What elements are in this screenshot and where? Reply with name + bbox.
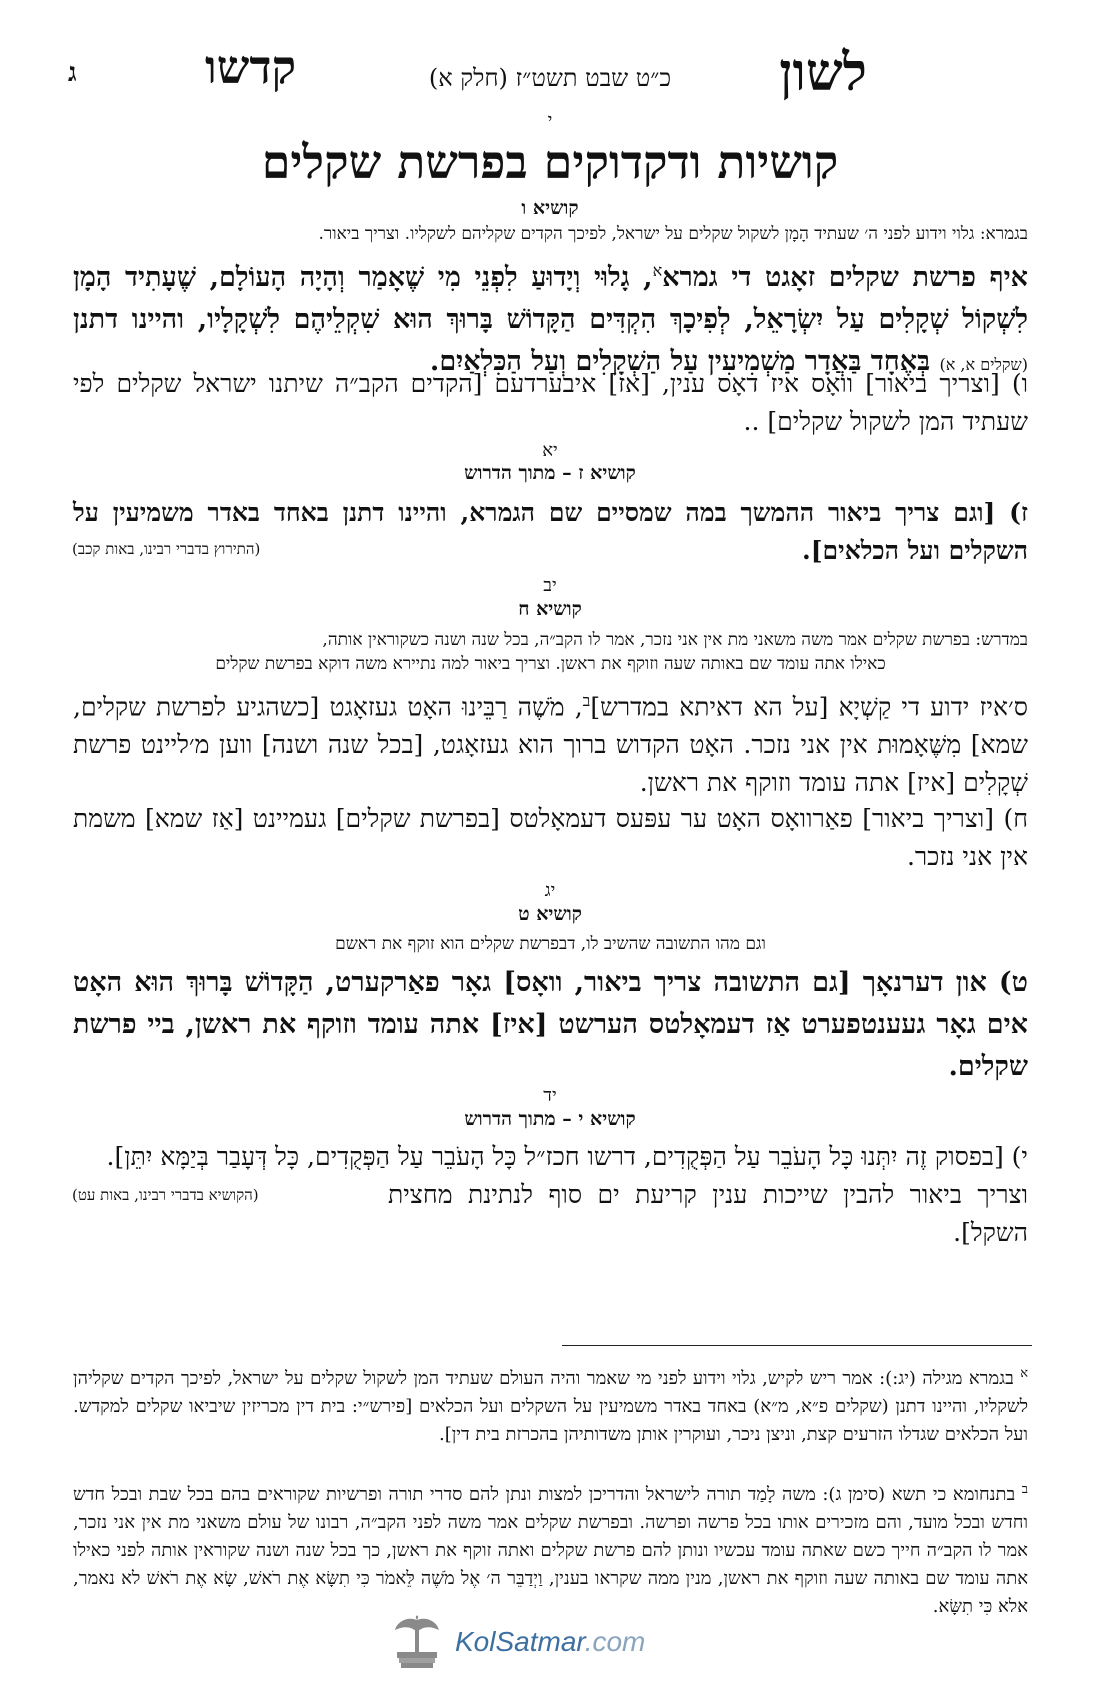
- paragraph-10: י) [בפסוק זֶה יִתְּנוּ כָּל הָעֹבֵר עַל הַפְּקֻדִים, דרשו חכז״ל כָּל הָעֹבֵר עַל הַפְּקֻדִים, כָּל דְּעָבַר בְּיַמָּא יִתֵּן].: [106, 1142, 1028, 1171]
- section-heading: קושיא י – מתוך הדרוש: [464, 1108, 636, 1130]
- footnote-marker[interactable]: א: [652, 261, 663, 280]
- section-heading: קושיא ו: [521, 197, 579, 219]
- section-number: יא: [542, 440, 558, 461]
- source-quote: בגמרא: גלוי וידוע לפני ה׳ שעתיד הָמָן לשקול שקלים על ישראל, לפיכך הקדים שקליהם לשקליו. וצריך ביאור.: [318, 224, 1028, 244]
- page-number: ג: [68, 58, 77, 88]
- paragraph-text: , מֹשֶׁה רַבֵּינוּ האָט געזאָגט [כשהגיע לפרשת שקלים, שמא] מִשֶּׁאָמוּת אין אני נזכר. האָט הקדוש ברוך הוא געזאָגט, [בכל שנה ושנה] ווען מ׳ליינט פרשת שְׁקָלִים [איז] אתה עומד וזוקף את ראשן.: [73, 692, 1028, 798]
- header-mark: י: [547, 110, 553, 131]
- paragraph-text: ס׳איז ידוע די קַשְׁיָא [על הא דאיתא במדרש]: [590, 692, 1028, 722]
- footnote: [73, 1476, 1028, 1621]
- cross-reference-note: (הקושיא בדברי רבינו, באות עט): [72, 1186, 259, 1204]
- kolsatmar-logo[interactable]: [387, 1612, 645, 1672]
- section-number: יב: [543, 575, 557, 596]
- header-date: כ״ט שבט תשט״ז (חלק א): [428, 64, 672, 92]
- footnote-mark: ב: [1021, 1482, 1028, 1497]
- palm-book-icon: [387, 1612, 447, 1672]
- section-heading: קושיא ז – מתוך הדרוש: [464, 462, 636, 484]
- header-title-kodsho: קדשו: [205, 40, 297, 94]
- footnote-mark: א: [1020, 1366, 1028, 1381]
- footnote-text: בתנחומא כי תשא (סימן ג): משה לָמַד תורה לישראל והדריכן למצות ונתן להם סדרי תורה ופרשיות שקוראים בהם בכל שבת ובכל חדש וחדש ובכל מועד, והם מזכירים אותו בכל פרשה ופרשה. ובפרשת שקלים אמר משה לפני הקב״ה, רבונו של עולם משאני מת אין אני נזכר, אמר לו הקב״ה חייך כשם שאתה עומד עכשיו ונותן להם פרשת שקלים ואתה זוקף את ראשן, כך בכל שנה ושנה שקוראין אותה לפני כאילו אתה עומד שם באותה שעה וזוקף את ראשן, מנין ממה שקראו בענין, וַיְדַבֵּר ה׳ אֶל מֹשֶׁה לֵּאמֹר כִּי תִשָּׂא אֶת רֹאשׁ, שָׂא אֶת רֹאשׁ לא נאמר, אלא כִּי תִשָּׂא.: [73, 1484, 1028, 1617]
- page-title: קושיות ודקדוקים בפרשת שקלים: [261, 135, 839, 189]
- section-number: יג: [544, 880, 556, 901]
- paragraph-8: ח) [וצריך ביאור] פאַרוואָס האָט ער עפּעס דעמאָלטס [בפרשת שקלים] געמיינט [אַז שמא] משמת אין אני נזכר.: [73, 804, 1028, 871]
- section-number: יד: [543, 1085, 557, 1106]
- footnote-text: בגמרא מגילה (יג:): אמר ריש לקיש, גלוי וידוע לפני מי שאמר והיה העולם שעתיד המן לשקול שקלים על ישראל, לפיכך הקדים שקליהן לשקליו, והיינו דתנן (שקלים פ״א, מ״א) באחד באדר משמיעין על השקלים ועל הכלאים [פירש״י: בית דין מכריזין שיביאו שקלים למקדש. ועל הכלאים שגדלו הזרעים קצת, וניצן ניכר, ועוקרין אותן משדותיהן בהכרזת בית דין].: [73, 1368, 1028, 1445]
- footnote-divider: [562, 1345, 1032, 1346]
- footnote-marker[interactable]: ב: [582, 691, 591, 710]
- paragraph-text: , גָלוּי וְיָדוּעַ לִפְנֵי מִי שֶׁאָמַר וְהָיָה הָעוֹלָם, שֶׁעָתִיד הָמָן לִשְׁקוֹל שְׁקָלִים עַל יִשְׂרָאֵל, לְפִיכָךְ הִקְדִּים הַקָּדוֹשׁ בָּרוּךְ הוּא שִׁקְלֵיהֶם לִשְׁקָלָיו, והיינו דתנן: [73, 262, 1028, 335]
- paragraph-9: ט) און דערנאָך [גם התשובה צריך ביאור, וואָס] גאָר פאַרקערט, הַקָּדוֹשׁ בָּרוּךְ הוּא האָט אים גאָר געענטפערט אַז דעמאָלטס הערשט [איז] אתה עומד וזוקף את ראשן, ביי פרשת שקלים.: [73, 967, 1028, 1082]
- footnote: [73, 1360, 1028, 1449]
- logo-text: KolSatmar.com: [455, 1626, 646, 1657]
- paragraph-10-b: וצריך ביאור להבין שייכות ענין קריעת ים סוף לנתינת מחצית השקל].: [388, 1180, 1028, 1247]
- section-heading: קושיא ח: [518, 598, 582, 620]
- paragraph-8-intro: [73, 682, 1028, 802]
- section-heading: קושיא ט: [518, 903, 582, 925]
- source-quote-line: במדרש: בפרשת שקלים אמר משה משאני מת אין אני נזכר, אמר לו הקב״ה, בכל שנה ושנה כשקוראין אותה,: [322, 630, 1028, 650]
- source-quote-line: כאילו אתה עומד שם באותה שעה וזוקף את ראשן. וצריך ביאור למה נתיירא משה דוקא בפרשת שקלים: [215, 654, 886, 674]
- paragraph-6: ו) [וצריך ביאור] וואָס איז דאָס ענין, [אז] איבערדעם [הקדים הקב״ה שיתנו ישראל שקלים לפי שעתיד המן לשקול שקלים] ..: [73, 369, 1028, 436]
- header-title-lashon: לשון: [779, 42, 867, 103]
- paragraph-7: ז) [וגם צריך ביאור ההמשך במה שמסיים שם הגמרא, והיינו דתנן באחד באדר משמיעין על השקלים ועל הכלאים].: [73, 498, 1028, 565]
- paragraph-text: בְּאֶחָד בַּאֲדָר מַשְׁמִיעִין עַל הַשְׁקָלִים וְעַל הַכִּלְאַיִם.: [429, 346, 931, 377]
- source-reference: (שקלים א, א): [939, 355, 1028, 374]
- cross-reference-note: (התירוץ בדברי רבינו, באות קכב): [72, 540, 261, 558]
- source-quote: וגם מהו התשובה שהשיב לו, דבפרשת שקלים הוא זוקף את ראשם: [335, 934, 766, 954]
- paragraph-text: איף פרשת שקלים זאָגט די גמרא: [662, 262, 1028, 293]
